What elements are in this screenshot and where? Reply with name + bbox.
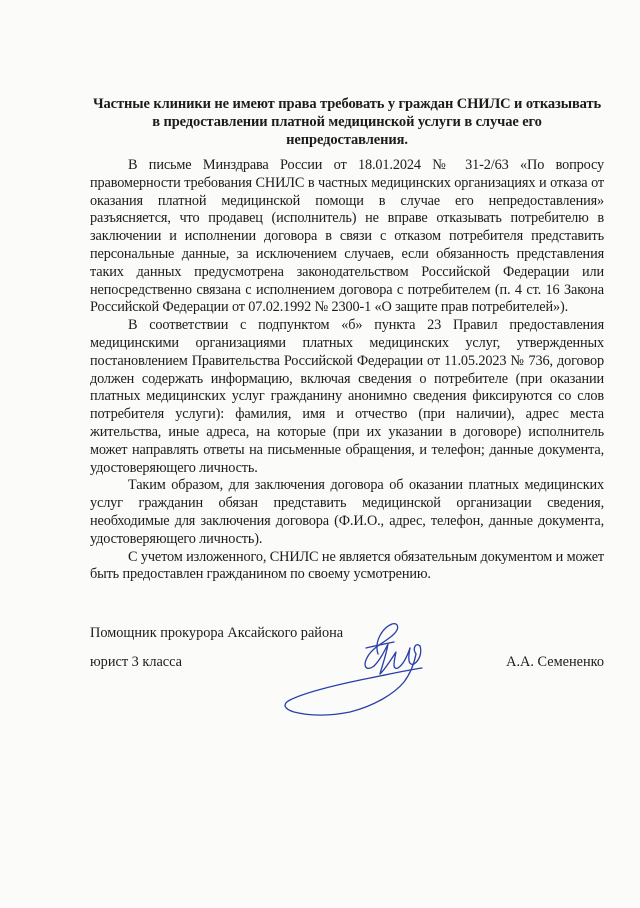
paragraph-3: Таким образом, для заключения договора об оказании платных медицинских услуг гражданин обязан представить медицинской организации сведения, необходимые для заключения договора (Ф.И.О., адрес, телефон, данные документа, удостоверяющего личность). xyxy=(90,477,604,547)
document-body xyxy=(90,157,604,584)
signer-position: Помощник прокурора Аксайского района xyxy=(90,625,344,641)
signer-name: А.А. Семененко xyxy=(506,654,604,670)
paragraph-4: С учетом изложенного, СНИЛС не является обязательным документом и может быть предоставлен гражданином по своему усмотрению. xyxy=(90,548,604,583)
signer-rank: юрист 3 класса xyxy=(90,654,183,670)
paragraph-1: В письме Минздрава России от 18.01.2024 № 31-2/63 «По вопросу правомерности требования СНИЛС в частных медицинских организациях и отказа от оказания платной медицинской помощи в случае его непредоставления» разъясняется, что продавец (исполнитель) не вправе отказывать потребителю в заключении и исполнении договора в связи с отказом потребителя представить персональные данные, за исключением случаев, если обязанность представления таких данных предусмотрена законодательством Российской Федерации или непосредственно связана с исполнением договора с потребителем (п. 4 ст. 16 Закона Российской Федерации от 07.02.1992 № 2300-1 «О защите прав потребителей»). xyxy=(90,157,604,316)
document-title: Частные клиники не имеют права требовать у граждан СНИЛС и отказывать в предоставлении платной медицинской услуги в случае его непредоставления. xyxy=(92,96,602,148)
handwritten-signature xyxy=(270,612,440,722)
paragraph-2: В соответствии с подпунктом «б» пункта 23 Правил предоставления медицинскими организациями платных медицинских услуг, утвержденных постановлением Правительства Российской Федерации от 11.05.2023 № 736, договор должен содержать информацию, включая сведения о потребителе (при оказании платных медицинских услуг гражданину анонимно сведения фиксируются со слов потребителя услуги): фамилия, имя и отчество (при наличии), адрес места жительства, иные адреса, на которые (при их указании в договоре) исполнитель может направлять ответы на письменные обращения, и телефон; данные документа, удостоверяющего личность. xyxy=(90,317,604,476)
